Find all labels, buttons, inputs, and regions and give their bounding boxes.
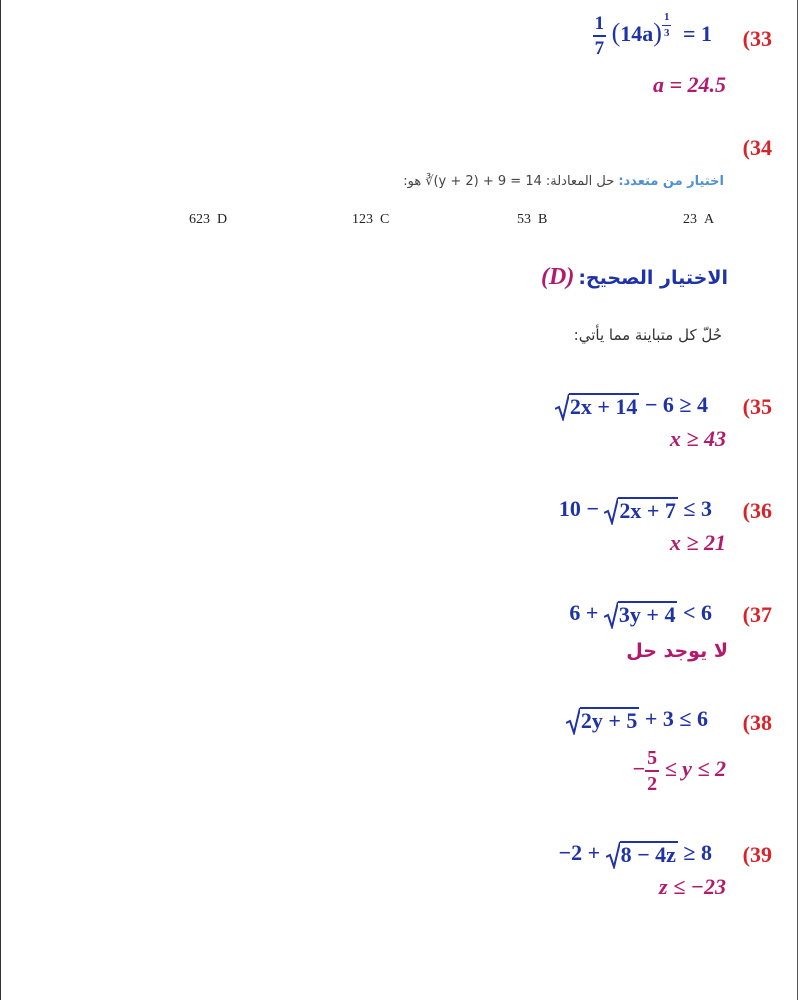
answer: − $\frac{5}{2}$ ≤ y ≤ 2 — [632, 747, 726, 795]
correct-choice-value: (D) — [541, 264, 575, 290]
instruction: حُلّ كل متباينة مما يأتي: — [573, 326, 722, 344]
mc-equation: ∛(y + 2) + 9 = 14 — [425, 174, 542, 189]
exponent: $\frac{1}{3}$ — [663, 11, 670, 39]
correct-choice-label: الاختيار الصحيح: — [578, 267, 728, 289]
mc-title: اختيار من متعدد: — [618, 174, 724, 189]
problem-number: (39 — [742, 842, 772, 867]
radical-sign-icon — [606, 841, 620, 869]
option-a: 23 A — [683, 212, 715, 227]
sqrt: 2y + 5 — [566, 707, 640, 735]
answer: x ≥ 43 — [669, 426, 726, 451]
sqrt: 3y + 4 — [604, 601, 678, 629]
inequality: 2y + 5 + 3 ≤ 6 — [566, 706, 708, 735]
radical-sign-icon — [555, 393, 569, 421]
answer: لا يوجد حل — [626, 640, 728, 662]
option-b: 53 B — [517, 212, 548, 227]
inequality: 10 − 2x + 7 ≤ 3 — [558, 496, 712, 523]
answer: x ≥ 21 — [669, 530, 726, 555]
inequality: −2 + 8 − 4z ≥ 8 — [558, 840, 712, 867]
option-d: 623 D — [189, 212, 228, 227]
fraction: $\frac{5}{2}$ — [647, 747, 658, 795]
correct-choice — [541, 264, 728, 291]
radical-sign-icon — [604, 601, 618, 629]
answer: z ≤ −23 — [659, 874, 726, 899]
page-border-right — [797, 0, 798, 1000]
sqrt: 2x + 7 — [604, 497, 678, 525]
fraction: $\frac{1}{7}$ — [594, 13, 605, 59]
problem-number: (35 — [742, 394, 772, 419]
inequality: 2x + 14 − 6 ≥ 4 — [555, 392, 708, 421]
sqrt: 8 − 4z — [606, 841, 678, 869]
answer: a = 24.5 — [652, 72, 726, 97]
radical-sign-icon — [604, 497, 618, 525]
problem-number: (38 — [742, 710, 772, 735]
problem-number: (36 — [742, 498, 772, 523]
equation: $\frac{1}{7}$ (14a) $\frac{1}{3}$ = 1 — [594, 11, 712, 59]
option-c: 123 C — [352, 212, 390, 227]
inequality: 6 + 3y + 4 < 6 — [569, 600, 712, 627]
problem-number: (34 — [742, 135, 772, 160]
sqrt: 2x + 14 — [555, 393, 640, 421]
problem-number: (37 — [742, 602, 772, 627]
radical-sign-icon — [566, 707, 580, 735]
page-border-left — [0, 0, 1, 1000]
mc-question: اختيار من متعدد: حل المعادلة: ∛(y + 2) + 9 = 14 هو: — [403, 174, 724, 189]
problem-number: (33 — [742, 26, 772, 51]
